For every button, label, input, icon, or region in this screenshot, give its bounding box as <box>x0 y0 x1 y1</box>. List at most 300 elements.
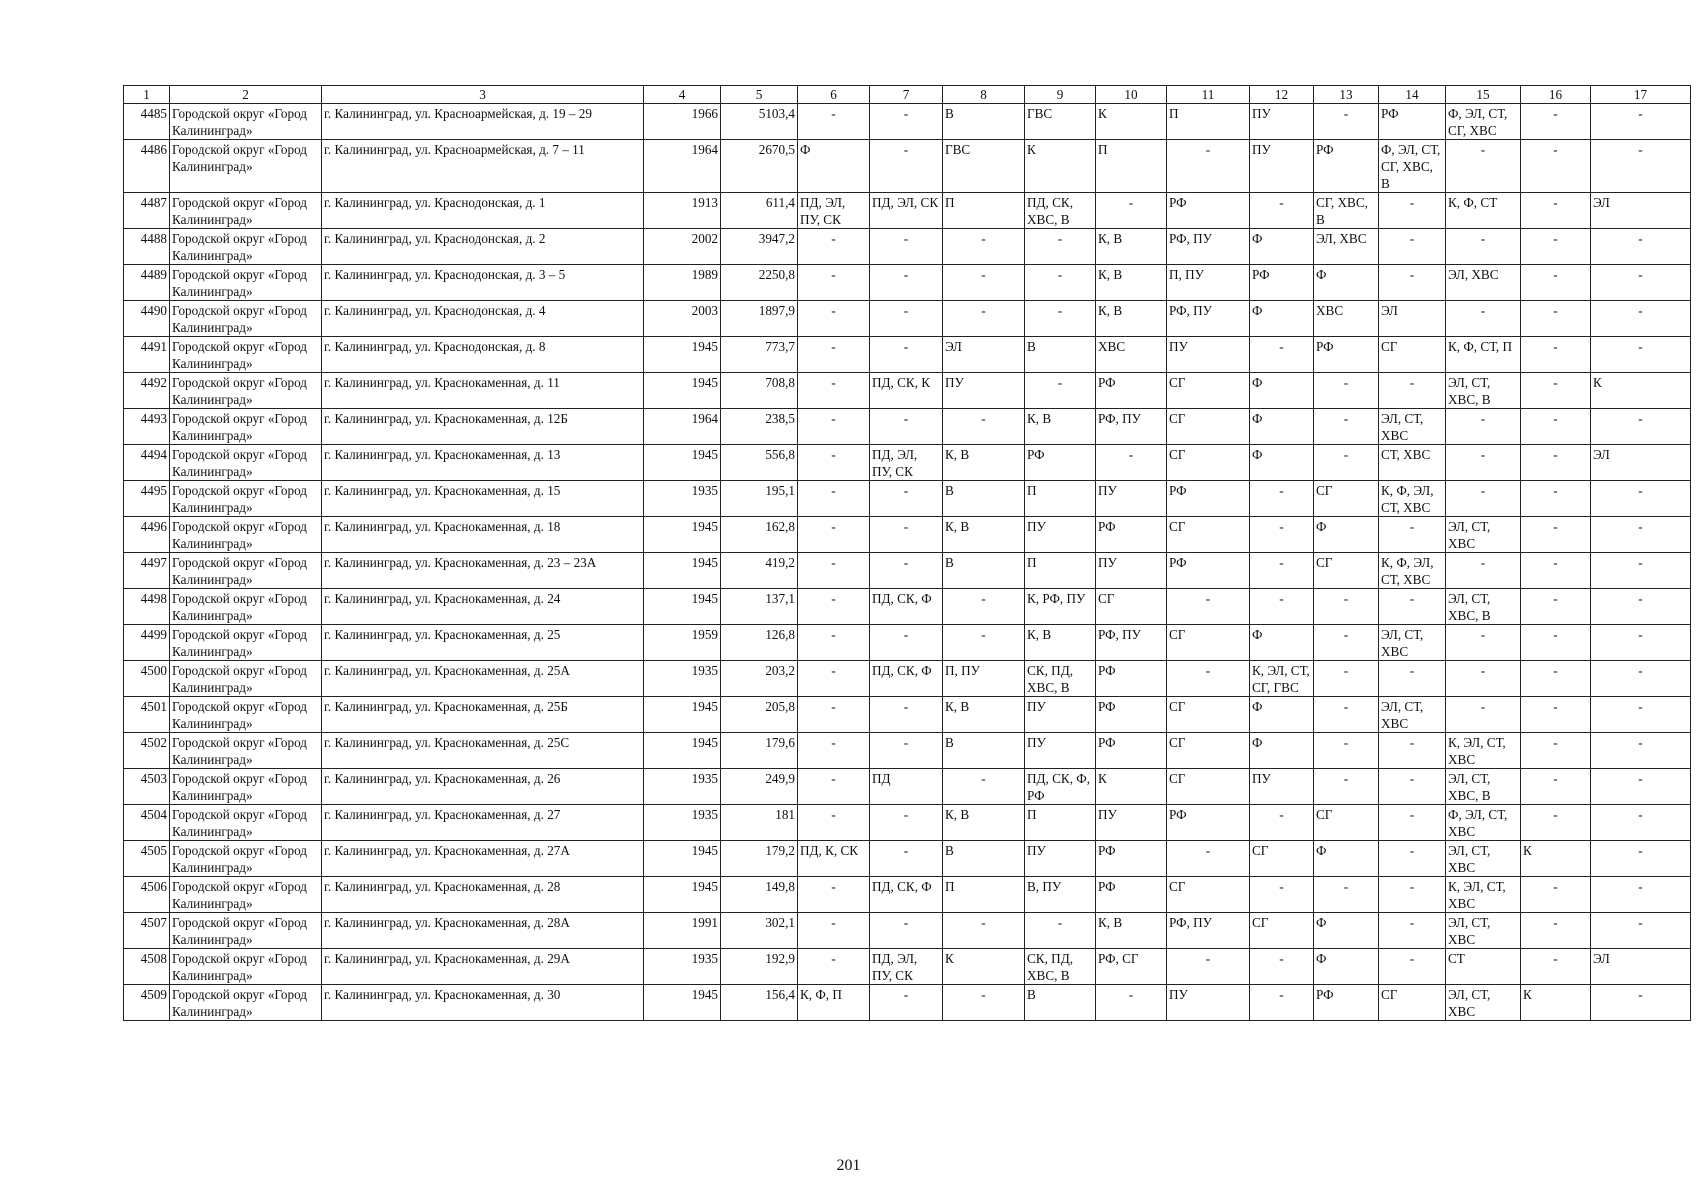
table-row <box>124 373 1691 409</box>
column-header-12: 12 <box>1250 86 1314 104</box>
table-cell-col-4: 1935 <box>644 661 721 697</box>
column-header-10: 10 <box>1096 86 1167 104</box>
table-cell-col-13: Ф <box>1314 949 1379 985</box>
table-cell-col-1: 4491 <box>124 337 170 373</box>
table-cell-col-4: 1945 <box>644 553 721 589</box>
table-cell-col-10: К, В <box>1096 229 1167 265</box>
table-cell-col-10: РФ <box>1096 733 1167 769</box>
table-cell-col-5: 238,5 <box>721 409 798 445</box>
table-cell-col-9: К, В <box>1025 625 1096 661</box>
column-header-9: 9 <box>1025 86 1096 104</box>
table-cell-col-4: 1945 <box>644 985 721 1021</box>
table-cell-col-15: ЭЛ, СТ, ХВС <box>1446 517 1521 553</box>
table-cell-col-14: - <box>1379 949 1446 985</box>
table-cell-col-1: 4508 <box>124 949 170 985</box>
table-cell-col-3: г. Калининград, ул. Краснокаменная, д. 25Б <box>322 697 644 733</box>
table-cell-col-14: - <box>1379 877 1446 913</box>
table-cell-col-4: 1945 <box>644 697 721 733</box>
table-cell-col-10: ПУ <box>1096 553 1167 589</box>
table-cell-col-14: - <box>1379 589 1446 625</box>
table-cell-col-9: К, В <box>1025 409 1096 445</box>
table-cell-col-16: - <box>1521 805 1591 841</box>
table-row <box>124 140 1691 193</box>
column-header-17: 17 <box>1591 86 1691 104</box>
table-cell-col-11: ПУ <box>1167 337 1250 373</box>
table-cell-col-15: ЭЛ, СТ, ХВС, В <box>1446 589 1521 625</box>
table-cell-col-13: - <box>1314 589 1379 625</box>
table-cell-col-13: Ф <box>1314 841 1379 877</box>
table-cell-col-1: 4494 <box>124 445 170 481</box>
table-cell-col-8: - <box>943 229 1025 265</box>
table-cell-col-12: Ф <box>1250 445 1314 481</box>
table-cell-col-15: - <box>1446 697 1521 733</box>
table-cell-col-8: В <box>943 104 1025 140</box>
table-cell-col-3: г. Калининград, ул. Краснокаменная, д. 28А <box>322 913 644 949</box>
table-cell-col-17: ЭЛ <box>1591 949 1691 985</box>
table-cell-col-16: - <box>1521 140 1591 193</box>
table-cell-col-6: - <box>798 733 870 769</box>
table-cell-col-11: СГ <box>1167 877 1250 913</box>
table-cell-col-14: СГ <box>1379 337 1446 373</box>
table-cell-col-3: г. Калининград, ул. Краснокаменная, д. 11 <box>322 373 644 409</box>
table-cell-col-14: Ф, ЭЛ, СТ, СГ, ХВС, В <box>1379 140 1446 193</box>
table-cell-col-12: ПУ <box>1250 104 1314 140</box>
table-cell-col-8: П <box>943 193 1025 229</box>
table-cell-col-5: 708,8 <box>721 373 798 409</box>
table-cell-col-1: 4504 <box>124 805 170 841</box>
table-row <box>124 661 1691 697</box>
table-cell-col-15: ЭЛ, СТ, ХВС, В <box>1446 373 1521 409</box>
table-cell-col-12: К, ЭЛ, СТ, СГ, ГВС <box>1250 661 1314 697</box>
table-cell-col-5: 3947,2 <box>721 229 798 265</box>
table-cell-col-5: 162,8 <box>721 517 798 553</box>
table-cell-col-13: РФ <box>1314 337 1379 373</box>
table-cell-col-6: - <box>798 589 870 625</box>
table-cell-col-5: 2250,8 <box>721 265 798 301</box>
table-cell-col-4: 1945 <box>644 337 721 373</box>
column-header-7: 7 <box>870 86 943 104</box>
table-cell-col-4: 1935 <box>644 481 721 517</box>
table-cell-col-12: - <box>1250 517 1314 553</box>
table-cell-col-6: - <box>798 625 870 661</box>
table-cell-col-6: - <box>798 553 870 589</box>
housing-register-table <box>123 85 1691 1021</box>
table-cell-col-2: Городской округ «Город Калининград» <box>170 301 322 337</box>
table-cell-col-4: 1966 <box>644 104 721 140</box>
table-cell-col-8: В <box>943 733 1025 769</box>
table-cell-col-12: Ф <box>1250 697 1314 733</box>
table-cell-col-9: К <box>1025 140 1096 193</box>
table-cell-col-2: Городской округ «Город Калининград» <box>170 661 322 697</box>
table-cell-col-7: - <box>870 517 943 553</box>
table-cell-col-16: - <box>1521 877 1591 913</box>
table-cell-col-17: - <box>1591 517 1691 553</box>
table-cell-col-2: Городской округ «Город Калининград» <box>170 445 322 481</box>
table-cell-col-10: РФ <box>1096 661 1167 697</box>
table-cell-col-5: 126,8 <box>721 625 798 661</box>
column-number-header-row <box>124 86 1691 104</box>
table-cell-col-12: РФ <box>1250 265 1314 301</box>
table-cell-col-13: - <box>1314 877 1379 913</box>
table-cell-col-6: - <box>798 373 870 409</box>
table-cell-col-13: Ф <box>1314 913 1379 949</box>
table-row <box>124 733 1691 769</box>
table-cell-col-14: - <box>1379 805 1446 841</box>
table-cell-col-15: - <box>1446 481 1521 517</box>
table-cell-col-16: - <box>1521 409 1591 445</box>
table-cell-col-10: ХВС <box>1096 337 1167 373</box>
table-cell-col-17: - <box>1591 229 1691 265</box>
table-cell-col-11: РФ <box>1167 805 1250 841</box>
table-cell-col-6: - <box>798 517 870 553</box>
table-cell-col-3: г. Калининград, ул. Краснокаменная, д. 24 <box>322 589 644 625</box>
table-cell-col-6: - <box>798 337 870 373</box>
table-cell-col-1: 4485 <box>124 104 170 140</box>
table-cell-col-12: ПУ <box>1250 140 1314 193</box>
table-cell-col-12: - <box>1250 805 1314 841</box>
table-cell-col-1: 4492 <box>124 373 170 409</box>
table-cell-col-5: 2670,5 <box>721 140 798 193</box>
table-cell-col-3: г. Калининград, ул. Краснокаменная, д. 30 <box>322 985 644 1021</box>
table-row <box>124 553 1691 589</box>
table-cell-col-12: Ф <box>1250 625 1314 661</box>
table-cell-col-10: П <box>1096 140 1167 193</box>
table-cell-col-17: ЭЛ <box>1591 193 1691 229</box>
table-cell-col-9: В, ПУ <box>1025 877 1096 913</box>
table-cell-col-2: Городской округ «Город Калининград» <box>170 877 322 913</box>
column-header-11: 11 <box>1167 86 1250 104</box>
table-cell-col-1: 4500 <box>124 661 170 697</box>
table-cell-col-11: СГ <box>1167 625 1250 661</box>
table-cell-col-10: - <box>1096 193 1167 229</box>
table-cell-col-2: Городской округ «Город Калининград» <box>170 553 322 589</box>
table-cell-col-4: 1945 <box>644 373 721 409</box>
table-cell-col-13: - <box>1314 104 1379 140</box>
table-cell-col-2: Городской округ «Город Калининград» <box>170 140 322 193</box>
table-cell-col-11: П, ПУ <box>1167 265 1250 301</box>
table-cell-col-3: г. Калининград, ул. Краснокаменная, д. 28 <box>322 877 644 913</box>
table-cell-col-17: - <box>1591 553 1691 589</box>
table-cell-col-1: 4496 <box>124 517 170 553</box>
table-row <box>124 481 1691 517</box>
table-cell-col-8: - <box>943 769 1025 805</box>
table-cell-col-13: - <box>1314 769 1379 805</box>
table-cell-col-16: - <box>1521 265 1591 301</box>
table-cell-col-13: СГ <box>1314 805 1379 841</box>
table-cell-col-7: - <box>870 104 943 140</box>
table-cell-col-1: 4498 <box>124 589 170 625</box>
table-cell-col-11: - <box>1167 589 1250 625</box>
table-row <box>124 229 1691 265</box>
table-cell-col-17: - <box>1591 337 1691 373</box>
table-cell-col-7: - <box>870 805 943 841</box>
table-cell-col-9: ГВС <box>1025 104 1096 140</box>
table-cell-col-4: 1964 <box>644 140 721 193</box>
table-cell-col-4: 1935 <box>644 805 721 841</box>
table-row <box>124 985 1691 1021</box>
table-cell-col-9: ПД, СК, ХВС, В <box>1025 193 1096 229</box>
table-cell-col-7: ПД, СК, К <box>870 373 943 409</box>
table-cell-col-11: СГ <box>1167 769 1250 805</box>
table-cell-col-3: г. Калининград, ул. Краснодонская, д. 4 <box>322 301 644 337</box>
table-cell-col-9: СК, ПД, ХВС, В <box>1025 949 1096 985</box>
table-cell-col-5: 203,2 <box>721 661 798 697</box>
table-cell-col-6: - <box>798 104 870 140</box>
table-cell-col-11: - <box>1167 661 1250 697</box>
table-cell-col-14: СГ <box>1379 985 1446 1021</box>
column-header-5: 5 <box>721 86 798 104</box>
table-cell-col-17: - <box>1591 913 1691 949</box>
table-cell-col-15: К, ЭЛ, СТ, ХВС <box>1446 877 1521 913</box>
table-cell-col-13: - <box>1314 733 1379 769</box>
table-cell-col-6: ПД, ЭЛ, ПУ, СК <box>798 193 870 229</box>
table-cell-col-2: Городской округ «Город Калининград» <box>170 913 322 949</box>
table-cell-col-17: - <box>1591 733 1691 769</box>
table-cell-col-17: - <box>1591 589 1691 625</box>
table-cell-col-16: - <box>1521 445 1591 481</box>
table-cell-col-15: ЭЛ, СТ, ХВС <box>1446 985 1521 1021</box>
table-cell-col-12: СГ <box>1250 913 1314 949</box>
table-cell-col-12: Ф <box>1250 229 1314 265</box>
table-cell-col-13: - <box>1314 661 1379 697</box>
table-row <box>124 265 1691 301</box>
table-row <box>124 877 1691 913</box>
table-cell-col-4: 1945 <box>644 733 721 769</box>
table-cell-col-17: - <box>1591 697 1691 733</box>
table-cell-col-11: СГ <box>1167 373 1250 409</box>
table-cell-col-14: - <box>1379 661 1446 697</box>
table-cell-col-1: 4507 <box>124 913 170 949</box>
table-cell-col-7: - <box>870 625 943 661</box>
table-cell-col-3: г. Калининград, ул. Краснокаменная, д. 29А <box>322 949 644 985</box>
table-cell-col-15: К, Ф, СТ, П <box>1446 337 1521 373</box>
table-cell-col-15: - <box>1446 301 1521 337</box>
table-cell-col-11: СГ <box>1167 517 1250 553</box>
table-cell-col-6: - <box>798 769 870 805</box>
table-cell-col-12: - <box>1250 193 1314 229</box>
table-cell-col-13: РФ <box>1314 985 1379 1021</box>
table-cell-col-2: Городской округ «Город Калининград» <box>170 265 322 301</box>
table-cell-col-14: СТ, ХВС <box>1379 445 1446 481</box>
table-cell-col-1: 4497 <box>124 553 170 589</box>
table-cell-col-6: - <box>798 229 870 265</box>
table-cell-col-13: - <box>1314 445 1379 481</box>
table-cell-col-17: - <box>1591 625 1691 661</box>
table-cell-col-1: 4502 <box>124 733 170 769</box>
table-cell-col-17: К <box>1591 373 1691 409</box>
table-cell-col-6: - <box>798 697 870 733</box>
table-cell-col-14: К, Ф, ЭЛ, СТ, ХВС <box>1379 553 1446 589</box>
table-cell-col-5: 179,6 <box>721 733 798 769</box>
column-header-4: 4 <box>644 86 721 104</box>
table-cell-col-16: - <box>1521 697 1591 733</box>
table-cell-col-15: СТ <box>1446 949 1521 985</box>
table-cell-col-11: РФ <box>1167 193 1250 229</box>
table-cell-col-3: г. Калининград, ул. Краснокаменная, д. 15 <box>322 481 644 517</box>
table-cell-col-11: П <box>1167 104 1250 140</box>
table-cell-col-9: В <box>1025 337 1096 373</box>
table-cell-col-2: Городской округ «Город Калининград» <box>170 841 322 877</box>
table-cell-col-6: - <box>798 445 870 481</box>
table-cell-col-8: - <box>943 625 1025 661</box>
table-cell-col-12: Ф <box>1250 733 1314 769</box>
table-cell-col-7: ПД, ЭЛ, СК <box>870 193 943 229</box>
table-cell-col-10: РФ <box>1096 517 1167 553</box>
table-cell-col-9: - <box>1025 229 1096 265</box>
table-cell-col-1: 4501 <box>124 697 170 733</box>
table-cell-col-15: - <box>1446 661 1521 697</box>
table-cell-col-10: РФ <box>1096 877 1167 913</box>
table-cell-col-10: ПУ <box>1096 805 1167 841</box>
table-cell-col-14: - <box>1379 913 1446 949</box>
table-cell-col-3: г. Калининград, ул. Краснокаменная, д. 18 <box>322 517 644 553</box>
table-row <box>124 913 1691 949</box>
table-cell-col-5: 205,8 <box>721 697 798 733</box>
column-header-15: 15 <box>1446 86 1521 104</box>
table-cell-col-13: - <box>1314 409 1379 445</box>
column-header-2: 2 <box>170 86 322 104</box>
table-cell-col-13: - <box>1314 625 1379 661</box>
table-cell-col-7: - <box>870 985 943 1021</box>
table-cell-col-1: 4499 <box>124 625 170 661</box>
table-cell-col-11: РФ, ПУ <box>1167 301 1250 337</box>
table-cell-col-12: - <box>1250 337 1314 373</box>
table-row <box>124 445 1691 481</box>
table-cell-col-7: ПД, СК, Ф <box>870 661 943 697</box>
table-cell-col-17: ЭЛ <box>1591 445 1691 481</box>
table-cell-col-3: г. Калининград, ул. Краснокаменная, д. 25С <box>322 733 644 769</box>
table-cell-col-3: г. Калининград, ул. Красноармейская, д. 7 – 11 <box>322 140 644 193</box>
page-number: 201 <box>836 1157 861 1174</box>
table-cell-col-10: СГ <box>1096 589 1167 625</box>
table-row <box>124 337 1691 373</box>
table-cell-col-11: СГ <box>1167 409 1250 445</box>
table-cell-col-12: - <box>1250 949 1314 985</box>
table-cell-col-12: - <box>1250 985 1314 1021</box>
table-cell-col-2: Городской округ «Город Калининград» <box>170 104 322 140</box>
table-cell-col-8: К, В <box>943 697 1025 733</box>
table-cell-col-15: - <box>1446 229 1521 265</box>
table-cell-col-2: Городской округ «Город Калининград» <box>170 625 322 661</box>
table-cell-col-13: - <box>1314 373 1379 409</box>
table-cell-col-15: ЭЛ, СТ, ХВС <box>1446 913 1521 949</box>
table-cell-col-16: - <box>1521 913 1591 949</box>
table-cell-col-16: - <box>1521 481 1591 517</box>
table-cell-col-5: 773,7 <box>721 337 798 373</box>
table-cell-col-11: СГ <box>1167 445 1250 481</box>
table-cell-col-11: РФ, ПУ <box>1167 913 1250 949</box>
table-cell-col-7: - <box>870 229 943 265</box>
table-cell-col-10: К <box>1096 769 1167 805</box>
table-cell-col-1: 4488 <box>124 229 170 265</box>
table-cell-col-14: К, Ф, ЭЛ, СТ, ХВС <box>1379 481 1446 517</box>
table-cell-col-15: К, ЭЛ, СТ, ХВС <box>1446 733 1521 769</box>
table-cell-col-5: 611,4 <box>721 193 798 229</box>
table-cell-col-12: Ф <box>1250 373 1314 409</box>
table-cell-col-4: 1945 <box>644 517 721 553</box>
table-cell-col-10: ПУ <box>1096 481 1167 517</box>
table-cell-col-4: 1991 <box>644 913 721 949</box>
table-cell-col-9: В <box>1025 985 1096 1021</box>
table-cell-col-14: ЭЛ <box>1379 301 1446 337</box>
register-sheet <box>123 85 1648 1021</box>
table-cell-col-14: - <box>1379 517 1446 553</box>
table-cell-col-3: г. Калининград, ул. Краснокаменная, д. 25А <box>322 661 644 697</box>
table-cell-col-4: 1935 <box>644 949 721 985</box>
table-cell-col-14: ЭЛ, СТ, ХВС <box>1379 697 1446 733</box>
table-cell-col-16: - <box>1521 229 1591 265</box>
table-cell-col-8: - <box>943 409 1025 445</box>
table-cell-col-15: - <box>1446 445 1521 481</box>
table-cell-col-8: - <box>943 913 1025 949</box>
table-cell-col-17: - <box>1591 841 1691 877</box>
table-cell-col-16: - <box>1521 337 1591 373</box>
table-cell-col-8: ГВС <box>943 140 1025 193</box>
table-cell-col-4: 2003 <box>644 301 721 337</box>
table-cell-col-11: РФ <box>1167 481 1250 517</box>
table-cell-col-16: - <box>1521 373 1591 409</box>
table-cell-col-8: К, В <box>943 445 1025 481</box>
table-cell-col-13: СГ <box>1314 553 1379 589</box>
table-cell-col-5: 249,9 <box>721 769 798 805</box>
table-row <box>124 769 1691 805</box>
table-cell-col-16: - <box>1521 769 1591 805</box>
table-cell-col-5: 137,1 <box>721 589 798 625</box>
table-cell-col-2: Городской округ «Город Калининград» <box>170 409 322 445</box>
column-header-14: 14 <box>1379 86 1446 104</box>
table-cell-col-9: ПУ <box>1025 517 1096 553</box>
table-cell-col-7: - <box>870 140 943 193</box>
table-body <box>124 104 1691 1021</box>
table-cell-col-13: СГ, ХВС, В <box>1314 193 1379 229</box>
table-cell-col-13: РФ <box>1314 140 1379 193</box>
table-cell-col-11: ПУ <box>1167 985 1250 1021</box>
table-cell-col-7: ПД, СК, Ф <box>870 589 943 625</box>
table-cell-col-16: - <box>1521 553 1591 589</box>
table-cell-col-5: 556,8 <box>721 445 798 481</box>
table-cell-col-7: - <box>870 553 943 589</box>
table-cell-col-10: К, В <box>1096 913 1167 949</box>
table-cell-col-9: СК, ПД, ХВС, В <box>1025 661 1096 697</box>
table-cell-col-5: 1897,9 <box>721 301 798 337</box>
table-cell-col-7: ПД <box>870 769 943 805</box>
table-cell-col-10: - <box>1096 445 1167 481</box>
table-cell-col-17: - <box>1591 104 1691 140</box>
table-cell-col-10: - <box>1096 985 1167 1021</box>
table-cell-col-3: г. Калининград, ул. Краснокаменная, д. 23 – 23А <box>322 553 644 589</box>
table-cell-col-1: 4495 <box>124 481 170 517</box>
column-header-3: 3 <box>322 86 644 104</box>
table-row <box>124 841 1691 877</box>
table-cell-col-6: - <box>798 877 870 913</box>
table-cell-col-7: - <box>870 481 943 517</box>
table-cell-col-4: 1945 <box>644 877 721 913</box>
table-row <box>124 104 1691 140</box>
table-cell-col-13: ЭЛ, ХВС <box>1314 229 1379 265</box>
table-cell-col-8: - <box>943 265 1025 301</box>
table-cell-col-3: г. Калининград, ул. Краснодонская, д. 8 <box>322 337 644 373</box>
table-cell-col-13: - <box>1314 697 1379 733</box>
table-cell-col-17: - <box>1591 877 1691 913</box>
table-cell-col-2: Городской округ «Город Калининград» <box>170 193 322 229</box>
table-cell-col-15: - <box>1446 140 1521 193</box>
table-cell-col-15: ЭЛ, СТ, ХВС <box>1446 841 1521 877</box>
table-cell-col-14: РФ <box>1379 104 1446 140</box>
table-cell-col-12: - <box>1250 877 1314 913</box>
table-cell-col-1: 4509 <box>124 985 170 1021</box>
table-cell-col-9: - <box>1025 265 1096 301</box>
table-cell-col-10: РФ <box>1096 841 1167 877</box>
